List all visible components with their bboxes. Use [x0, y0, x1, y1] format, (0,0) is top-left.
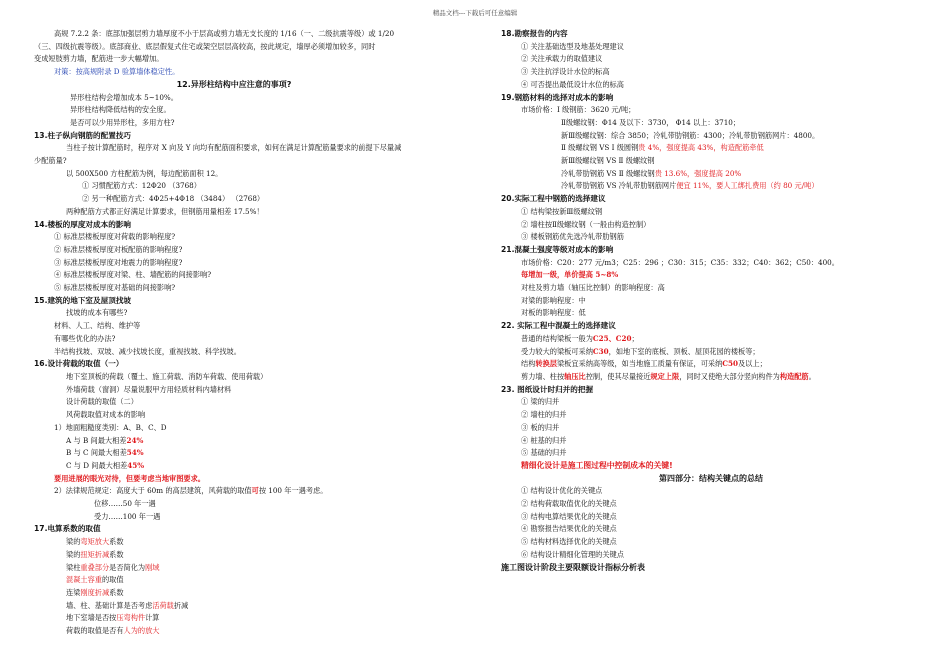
text-line: Ⅱ级螺纹钢：Φ14 及以下：3730， Φ14 以上：3710；: [561, 117, 741, 127]
text-span: 梁板宜采纳高等级，如当地施工质量有保证，可采纳: [556, 359, 723, 369]
text-span: 系数: [109, 587, 124, 597]
text-line: [501, 142, 921, 155]
text-line: [501, 168, 921, 181]
text-span: 梁的: [66, 537, 81, 547]
highlight-text: C50: [722, 359, 739, 369]
list-item: ① 结构梁按新Ⅲ级螺纹钢: [521, 206, 603, 216]
part-heading: 第四部分：结构关键点的总结: [659, 473, 763, 483]
text-line: 以 500X500 方柱配筋为例，每边配筋面积 12。: [66, 168, 223, 178]
section-heading: 17.电算系数的取值: [34, 524, 101, 534]
section-heading: 14.楼板的厚度对成本的影响: [34, 219, 131, 229]
text-span: 地下室墙是否按: [66, 613, 117, 623]
highlight-value: 54%: [126, 448, 144, 458]
text-span: 是否简化为: [109, 562, 146, 572]
list-item: 找坡的成本有哪些?: [66, 308, 128, 318]
highlight-value: 45%: [127, 460, 145, 470]
highlight-text: 混凝土容重: [66, 575, 102, 585]
highlight-text: 刚域: [145, 562, 160, 572]
text-span: 。: [808, 371, 816, 381]
text-line: ② 另一种配筋方式：4Φ25+4Φ18 （3484） （2768）: [82, 194, 265, 204]
section-heading: 13.柱子纵向钢筋的配置技巧: [34, 130, 131, 140]
text-line: ① 习惯配筋方式：12Φ20 （3768）: [82, 181, 201, 191]
text-line: [34, 549, 434, 562]
text-span: A 与 B 间最大相差: [66, 435, 127, 445]
text-span: ，如地下室的底板、顶板、屋顶花园的楼板等；: [608, 346, 760, 356]
paragraph-line: 变成短肢剪力墙，配筋进一步大幅增加。: [34, 54, 164, 64]
highlight-text: 轴压比: [564, 371, 586, 381]
highlight-text: 重叠部分: [80, 562, 110, 572]
text-line: 异形柱结构会增加成本 5~10%。: [70, 92, 178, 102]
text-line: 风荷载取值对成本的影响: [66, 410, 146, 420]
text-line: [34, 485, 434, 498]
text-span: C 与 D 间最大相差: [66, 460, 128, 470]
text-line: [34, 460, 434, 473]
text-line: 1）地面粗糙度类别：A、B、C、D: [54, 422, 167, 432]
highlight-text: 规定上限: [650, 371, 680, 381]
text-line: [34, 562, 434, 575]
text-line: [34, 625, 434, 638]
paragraph-line: （三、四级抗震等级）。底部商业、底层假复式住宅或架空层层高较高，按此规定，墙厚必须增加较多，同时: [34, 41, 376, 51]
highlight-text: C25、C20: [592, 333, 632, 343]
list-item: 半结构找坡、双坡、减少找坡长度，重视找坡、科学找坡。: [54, 346, 241, 356]
text-line: 少配筋量?: [34, 156, 67, 166]
section-heading: 21.混凝土强度等级对成本的影响: [501, 244, 614, 254]
list-item: ① 梁的归并: [521, 397, 560, 407]
page-header: 精品文档---下载后可任意编辑: [432, 9, 518, 17]
text-line: [34, 587, 434, 600]
text-line: [34, 600, 434, 613]
highlight-text: 刚度折减: [80, 587, 110, 597]
text-span: 冷轧带肋钢筋 VS 冷轧带肋钢筋网片: [561, 181, 677, 191]
text-span: 普通的结构梁板一般为: [521, 333, 593, 343]
highlight-text: 人为的放大: [123, 626, 160, 636]
text-line: 是否可以少用异形柱，多用方柱?: [70, 117, 175, 127]
text-line: 当柱子按计算配筋时，程序对 X 向及 Y 向均有配筋面积要求，如何在满足计算配筋量要求的前提下尽量减: [66, 143, 402, 153]
list-item: ⑤ 标准层楼板厚度对基础的间接影响?: [54, 283, 176, 293]
left-column: [34, 28, 434, 638]
text-line: 地下室顶板的荷载（覆土、施工荷载、消防车荷载、使用荷载）: [66, 371, 268, 381]
highlight-text: 活荷载: [152, 600, 174, 610]
list-item: ③ 结构电算结果优化的关键点: [521, 511, 617, 521]
text-line: [501, 333, 921, 346]
text-line: [501, 346, 921, 359]
list-item: ③ 楼板钢筋优先选冷轧带肋钢筋: [521, 232, 624, 242]
text-span: 的取值: [101, 575, 124, 585]
text-span: 墙、柱、基础计算是否考虑: [66, 600, 153, 610]
list-item: ③ 关注抗浮设计水位的标高: [521, 67, 610, 77]
paragraph-line: 高规 7.2.2 条：底部加强层剪力墙厚度不小于层高或剪力墙无支长度的 1/16（一、二级抗震等级）或 1/20: [54, 29, 395, 38]
text-line: 对梁的影响程度：中: [521, 295, 586, 305]
text-line: 受力……100 年一遇: [94, 511, 161, 521]
highlight-text: 构造配筋: [779, 371, 809, 381]
text-line: [501, 371, 921, 384]
text-span: 折减: [173, 600, 189, 610]
list-item: ② 墙柱的归并: [521, 410, 567, 420]
list-item: ③ 板的归并: [521, 422, 560, 432]
highlight-text: 转换层: [535, 359, 557, 369]
text-line: 对柱及剪力墙（轴压比控制）的影响程度：高: [521, 283, 665, 293]
text-line: 两种配筋方式都正好满足计算要求，但钢筋用量相差 17.5%！: [66, 206, 264, 216]
list-item: ② 标准层楼板厚度对板配筋的影响程度?: [54, 244, 183, 254]
list-item: ② 结构荷载取值优化的关键点: [521, 499, 617, 509]
list-item: 有哪些优化的办法?: [54, 333, 116, 343]
highlight-text: 贵 4%，强度提高 43%，构造配筋牵低: [638, 143, 764, 153]
right-column: [501, 28, 921, 574]
section-heading: 20.实际工程中钢筋的选择建议: [501, 194, 606, 204]
text-line: 异形柱结构降低结构的安全度。: [70, 105, 171, 115]
list-item: ① 结构设计优化的关键点: [521, 486, 603, 496]
list-item: ④ 勘察报告结果优化的关键点: [521, 524, 617, 534]
text-span: Ⅱ 级螺纹钢 VS Ⅰ 级圆钢: [561, 143, 639, 153]
section-heading: 19.钢筋材料的选择对成本的影响: [501, 92, 614, 102]
section-heading: 15.建筑的地下室及屋顶找坡: [34, 295, 131, 305]
text-line: 设计荷载的取值（二）: [66, 397, 138, 407]
list-item: ③ 标准层楼板厚度对地震力的影响程度?: [54, 257, 183, 267]
text-span: 连梁: [66, 587, 81, 597]
text-line: 市场价格：C20：277 元/m3；C25：296 ；C30：315；C35：332；C40：362；C50：400。: [521, 257, 839, 267]
text-span: 荷载的取值是否有: [66, 626, 124, 636]
text-line: 新Ⅲ级螺纹钢 VS Ⅱ 级螺纹钢: [561, 156, 655, 166]
text-span: 梁柱: [66, 562, 81, 572]
text-span: 控制，使其尽量接近: [585, 371, 651, 381]
text-span: 系数: [109, 549, 124, 559]
text-span: 受力较大的梁板可采纳: [521, 346, 593, 356]
highlight-text: 贵 13.6%，强度提高 20%: [654, 168, 742, 178]
text-span: 2）法律规范规定：高度大于 60m 的高层建筑，风荷载的取值: [54, 486, 252, 496]
highlight-text: 压弯构件: [116, 613, 146, 623]
list-item: ① 标准层楼板厚度对荷载的影响程度?: [54, 232, 176, 242]
text-span: 按 100 年一遇考虑。: [258, 486, 328, 496]
section-heading: 16.设计荷载的取值（一）: [34, 359, 124, 369]
text-line: 对板的影响程度：低: [521, 308, 586, 318]
text-line: [34, 612, 434, 625]
text-span: 计算: [145, 613, 160, 623]
highlight-text: 便宜 11%，要人工绑扎费用（约 80 元/吨）: [676, 181, 819, 191]
text-span: 剪力墙、柱按: [521, 371, 565, 381]
countermeasure-line: 对策：按高规附录 D 验算墙体稳定性。: [54, 67, 180, 77]
list-item: ② 关注承载力的取值建议: [521, 54, 603, 64]
highlight-value: 24%: [126, 435, 144, 445]
slogan-line: 精细化设计是施工图过程中控制成本的关键!: [521, 460, 673, 470]
text-line: 外墙荷载（窗洞）尽量说服甲方用轻质材料内墙材料: [66, 384, 232, 394]
highlight-line: 要用进展的眼光对待，但要考虑当地审图要求。: [54, 473, 205, 483]
highlight-text: 扭矩折减: [80, 549, 110, 559]
list-item: ⑥ 结构设计精细化管理的关键点: [521, 549, 624, 559]
section-heading: 23. 图纸设计时归并的把握: [501, 384, 594, 394]
section-heading: 12.异形柱结构中应注意的事项?: [176, 79, 292, 89]
list-item: ④ 可否提出最低设计水位的标高: [521, 79, 624, 89]
highlight-text: C30: [592, 346, 609, 356]
list-item: ④ 标准层楼板厚度对梁、柱、墙配筋的间接影响?: [54, 270, 212, 280]
highlight-text: 弯矩放大: [80, 537, 110, 547]
text-span: 梁的: [66, 549, 81, 559]
text-span: 系数: [109, 537, 124, 547]
text-line: [34, 435, 434, 448]
highlight-line: 每增加一级，单价提高 5~8%: [521, 270, 619, 280]
text-line: [34, 574, 434, 587]
list-item: ⑤ 基础的归并: [521, 448, 567, 458]
text-line: [34, 536, 434, 549]
text-line: [501, 358, 921, 371]
text-span: B 与 C 间最大相差: [66, 448, 127, 458]
text-span: ，同时又使绝大部分竖向构件为: [679, 371, 780, 381]
text-span: 冷轧带肋钢筋 VS Ⅱ 级螺纹钢: [561, 168, 655, 178]
table-title: 施工图设计阶段主要限额设计指标分析表: [501, 562, 645, 572]
list-item: ④ 桩基的归并: [521, 435, 567, 445]
text-line: [501, 180, 921, 193]
text-span: ；: [631, 333, 639, 343]
list-item: ② 墙柱按Ⅱ级螺纹钢（一般由构造控制）: [521, 219, 651, 229]
section-heading: 22. 实际工程中混凝土的选择建议: [501, 321, 616, 331]
text-line: [34, 447, 434, 460]
text-span: 及以上；: [738, 359, 767, 369]
text-line: 位移……50 年一遇: [94, 499, 156, 509]
list-item: 材料、人工、结构、维护等: [54, 321, 141, 331]
text-line: 市场价格：Ⅰ 级钢筋：3620 元/吨；: [521, 105, 636, 115]
text-line: 新Ⅲ级螺纹钢：综合 3850；冷轧带肋钢筋：4300；冷轧带肋钢筋网片：4800。: [561, 130, 820, 140]
highlight-text: 可: [251, 486, 259, 496]
section-heading: 18.勘察报告的内容: [501, 29, 568, 38]
list-item: ⑤ 结构材料选择优化的关键点: [521, 537, 617, 547]
list-item: ① 关注基础选型及地基处理建议: [521, 41, 624, 51]
text-span: 结构: [521, 359, 536, 369]
